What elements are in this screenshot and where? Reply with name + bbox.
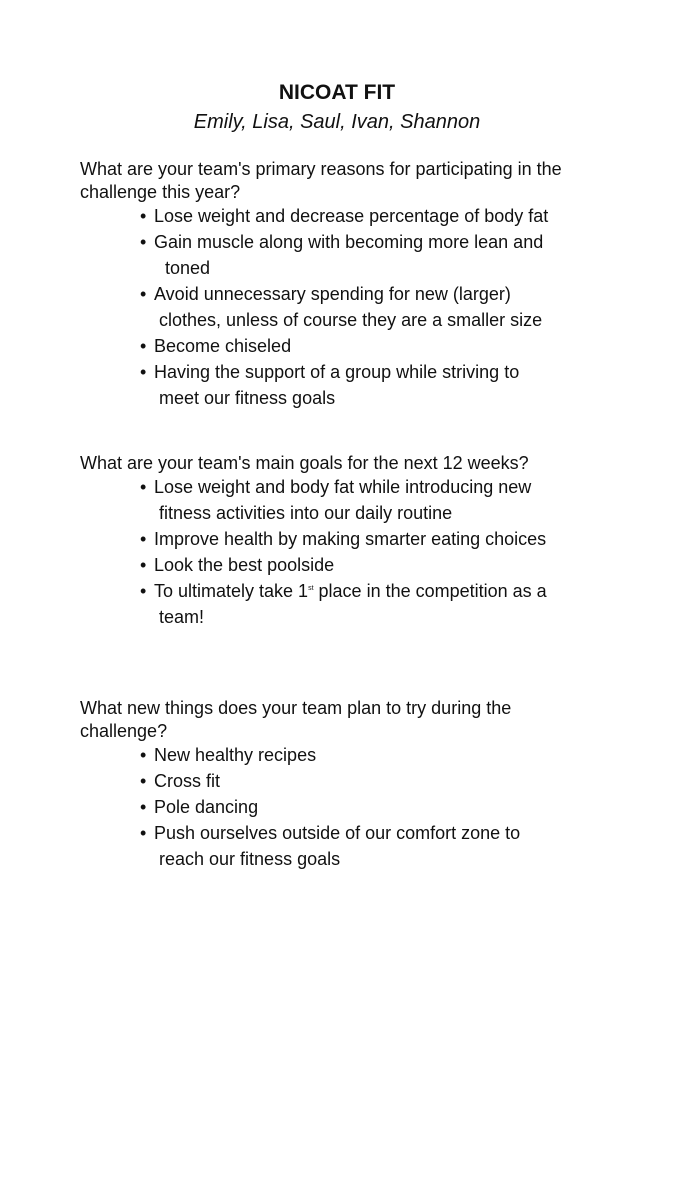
bullet-text: Become chiseled (154, 336, 292, 356)
list-item (140, 334, 595, 359)
section-reasons (80, 158, 620, 412)
bullet-text-part: place in the competition as a (313, 581, 547, 601)
bullet-text: Having the support of a group while striving to (154, 362, 520, 382)
bullet-list-new-things (140, 743, 620, 872)
bullet-text (154, 581, 547, 601)
bullet-text: Pole dancing (154, 797, 259, 817)
list-item (140, 230, 595, 281)
list-item (140, 360, 595, 411)
bullet-text-continued: team! (159, 607, 205, 627)
question-goals: What are your team's main goals for the next 12 weeks? (80, 453, 529, 473)
bullet-text: New healthy recipes (154, 745, 317, 765)
bullet-text: Push ourselves outside of our comfort zone to (154, 823, 521, 843)
bullet-text: Avoid unnecessary spending for new (larger) (154, 284, 511, 304)
list-item (140, 743, 595, 768)
bullet-text-part: To ultimately take 1 (154, 581, 309, 601)
bullet-text: Lose weight and decrease percentage of body fat (154, 206, 549, 226)
list-item (140, 204, 595, 229)
bullet-list-goals (140, 475, 620, 630)
list-item (140, 795, 595, 820)
bullet-text-continued: toned (165, 258, 211, 278)
list-item (140, 769, 595, 794)
document-title: NICOAT FIT (278, 81, 396, 104)
bullet-text-continued: clothes, unless of course they are a smaller size (159, 310, 543, 330)
bullet-text-continued: fitness activities into our daily routine (159, 503, 453, 523)
section-new-things (80, 697, 620, 873)
list-item (140, 821, 595, 872)
bullet-text: Cross fit (154, 771, 221, 791)
section-goals (80, 452, 620, 631)
list-item (140, 579, 595, 630)
bullet-list-reasons (140, 204, 620, 411)
list-item (140, 475, 595, 526)
bullet-text: Lose weight and body fat while introducing new (154, 477, 532, 497)
list-item (140, 527, 595, 552)
question-reasons: What are your team's primary reasons for participating in the challenge this year? (80, 159, 562, 202)
bullet-text-continued: reach our fitness goals (159, 849, 341, 869)
bullet-text: Improve health by making smarter eating choices (154, 529, 547, 549)
bullet-text-continued: meet our fitness goals (159, 388, 336, 408)
question-new-things: What new things does your team plan to try during the challenge? (80, 698, 512, 741)
ordinal-suffix: st (308, 585, 314, 592)
bullet-text: Look the best poolside (154, 555, 335, 575)
bullet-text: Gain muscle along with becoming more lean and (154, 232, 544, 252)
list-item (140, 553, 595, 578)
team-members: Emily, Lisa, Saul, Ivan, Shannon (193, 111, 481, 133)
list-item (140, 282, 595, 333)
